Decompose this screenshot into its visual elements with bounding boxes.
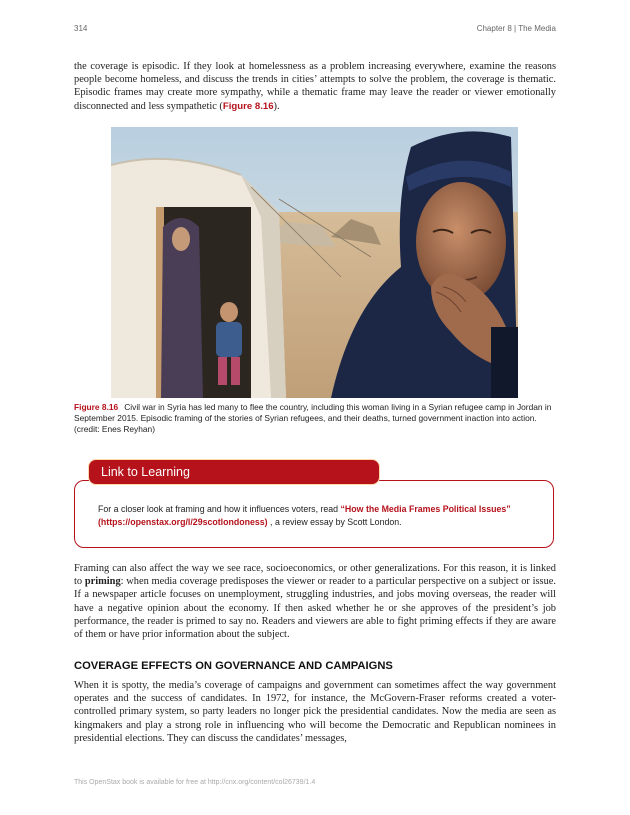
figure-reference-link[interactable]: Figure 8.16 [222,100,274,112]
link-to-learning-intro: For a closer look at framing and how it influences voters, read [98,504,341,514]
section-heading: COVERAGE EFFECTS ON GOVERNANCE AND CAMPAIGNS [74,660,393,672]
page-number: 314 [74,24,88,33]
figure-caption [74,402,556,434]
chapter-title: Chapter 8 | The Media [476,24,556,33]
refugee-photo [111,127,518,398]
priming-text-2: : when media coverage predisposes the viewer or reader to a particular perspective on a subject or issue. If a newspaper article focuses on unemployment, struggling industries, and jobs moving overseas, the reader will have a negative opinion about the economy. If then asked whether he or she approves of the president’s job performance, the reader is primed to say no. Readers and viewers are able to fight priming effects if they are aware of them or have prior information about the subject. [74,576,556,641]
priming-term: priming [84,576,121,588]
intro-text: the coverage is episodic. If they look at homelessness as a problem increasing everywhere, examine the reasons people become homeless, and discuss the trends in cities’ attempts to solve the problem, the coverage is thematic. Episodic frames may create more sympathy, while a thematic frame may leave the reader or viewer emotionally disconnected and less sympathetic ( [74,61,556,112]
intro-paragraph [74,60,556,113]
coverage-paragraph: When it is spotty, the media’s coverage of campaigns and government can sometimes affect the way government operates and the success of candidates. In 1972, for instance, the McGovern-Fraser reforms created a voter-controlled primary system, so party leaders no longer pick the presidential candidates. Now the media are seen as kingmakers and play a strong role in influencing who will become the Democratic and Republican nominees in presidential elections. They can discuss the candidates’ messages, [74,680,556,744]
figure-label: Figure 8.16 [74,402,119,412]
link-to-learning-outro: , a review essay by Scott London. [267,516,402,527]
link-to-learning-text [98,503,518,528]
priming-text-1: Framing can also affect the way we see race, socioeconomics, or other generalizations. For this reason, it is linked to [74,563,556,588]
framing-essay-link[interactable]: “How the Media Frames Political Issues” (https://openstax.org/l/29scotlondoness) [98,504,511,527]
intro-tail: ). [273,100,280,112]
page-footer: This OpenStax book is available for free at http://cnx.org/content/col26739/1.4 [74,779,316,786]
priming-paragraph [74,562,556,641]
figure-caption-text: Civil war in Syria has led many to flee the country, including this woman living in a Syrian refugee camp in Jordan in September 2015. Episodic framing of the stories of Syrian refugees, and their deaths, turned government inaction into action. (credit: Enes Reyhan) [74,402,552,434]
link-to-learning-title: Link to Learning [88,459,380,485]
